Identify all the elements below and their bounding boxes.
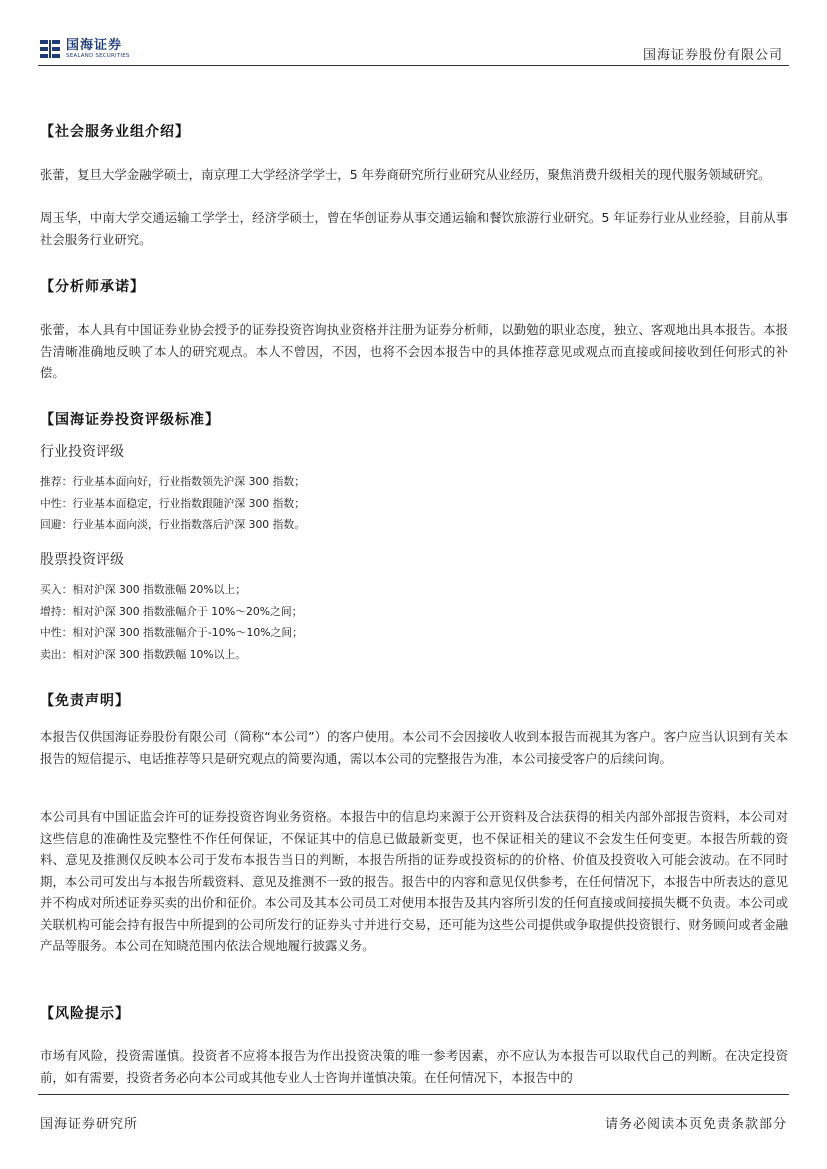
footer-institute: 国海证券研究所 [40,1117,139,1132]
header-divider [38,65,789,66]
commitment-paragraph: 张蕾，本人具有中国证券业协会授予的证券投资咨询执业资格并注册为证券分析师，以勤勉的职业态度，独立、客观地出具本报告。本报告清晰准确地反映了本人的研究观点。本人不曾因，不因，也将不会因本报告中的具体推荐意见或观点而直接或间接收到任何形式的补偿。 [40,322,788,380]
disclaimer-paragraph-1: 本报告仅供国海证券股份有限公司（简称“本公司”）的客户使用。本公司不会因接收人收到本报告而视其为客户。客户应当认识到有关本报告的短信提示、电话推荐等只是研究观点的简要沟通，需以本公司的完整报告为准，本公司接受客户的后续问询。 [40,729,788,766]
risk-section-title: 【风险提示】 [40,1006,130,1022]
header-company-name: 国海证券股份有限公司 [642,48,783,63]
stock-rating-buy: 买入：相对沪深 300 指数涨幅 20%以上； [40,583,247,596]
team-analyst-2-bio: 周玉华，中南大学交通运输工学学士，经济学硕士，曾在华创证券从事交通运输和餐饮旅游行业研究。5 年证券行业从业经验，目前从事社会服务行业研究。 [40,210,788,247]
disclaimer-section-title: 【免责声明】 [40,693,130,709]
industry-rating-title: 行业投资评级 [40,444,124,460]
industry-rating-recommend: 推荐：行业基本面向好，行业指数领先沪深 300 指数； [40,475,306,488]
rating-section-title: 【国海证券投资评级标准】 [40,412,220,428]
stock-rating-title: 股票投资评级 [40,552,124,568]
team-analyst-1-bio: 张蕾，复旦大学金融学硕士，南京理工大学经济学学士，5 年券商研究所行业研究从业经历，聚焦消费升级相关的现代服务领域研究。 [40,167,771,182]
team-section-title: 【社会服务业组介绍】 [40,124,190,140]
risk-paragraph: 市场有风险，投资需谨慎。投资者不应将本报告为作出投资决策的唯一参考因素，亦不应认为本报告可以取代自己的判断。在决定投资前，如有需要，投资者务必向本公司或其他专业人士咨询并谨慎决策。在任何情况下，本报告中的 [40,1048,788,1085]
commitment-section-title: 【分析师承诺】 [40,279,145,295]
stock-rating-sell: 卖出：相对沪深 300 指数跌幅 10%以上。 [40,648,247,661]
footer-divider [38,1094,789,1095]
company-logo [38,37,148,61]
stock-rating-neutral: 中性：相对沪深 300 指数涨幅介于-10%～10%之间； [40,626,303,639]
industry-rating-neutral: 中性：行业基本面稳定，行业指数跟随沪深 300 指数； [40,497,306,510]
stock-rating-overweight: 增持：相对沪深 300 指数涨幅介于 10%～20%之间； [40,605,303,618]
logo-english-name: SEALAND SECURITIES [66,52,130,59]
footer-disclaimer-note: 请务必阅读本页免责条款部分 [604,1117,787,1132]
logo-chinese-name: 国海证券 [66,37,123,53]
industry-rating-avoid: 回避：行业基本面向淡，行业指数落后沪深 300 指数。 [40,518,306,531]
sealand-logo-icon [38,38,62,60]
disclaimer-paragraph-2: 本公司具有中国证监会许可的证券投资咨询业务资格。本报告中的信息均来源于公开资料及合法获得的相关内部外部报告资料，本公司对这些信息的准确性及完整性不作任何保证，不保证其中的信息已做最新变更，也不保证相关的建议不会发生任何变更。本报告所载的资料、意见及推测仅反映本公司于发布本报告当日的判断，本报告所指的证券或投资标的的价格、价值及投资收入可能会波动。在不同时期，本公司可发出与本报告所载资料、意见及推测不一致的报告。报告中的内容和意见仅供参考，在任何情况下，本报告中所表达的意见并不构成对所述证券买卖的出价和征价。本公司及其本公司员工对使用本报告及其内容所引发的任何直接或间接损失概不负责。本公司或关联机构可能会持有报告中所提到的公司所发行的证券头寸并进行交易，还可能为这些公司提供或争取提供投资银行、财务顾问或者金融产品等服务。本公司在知晓范围内依法合规地履行披露义务。 [40,809,788,953]
